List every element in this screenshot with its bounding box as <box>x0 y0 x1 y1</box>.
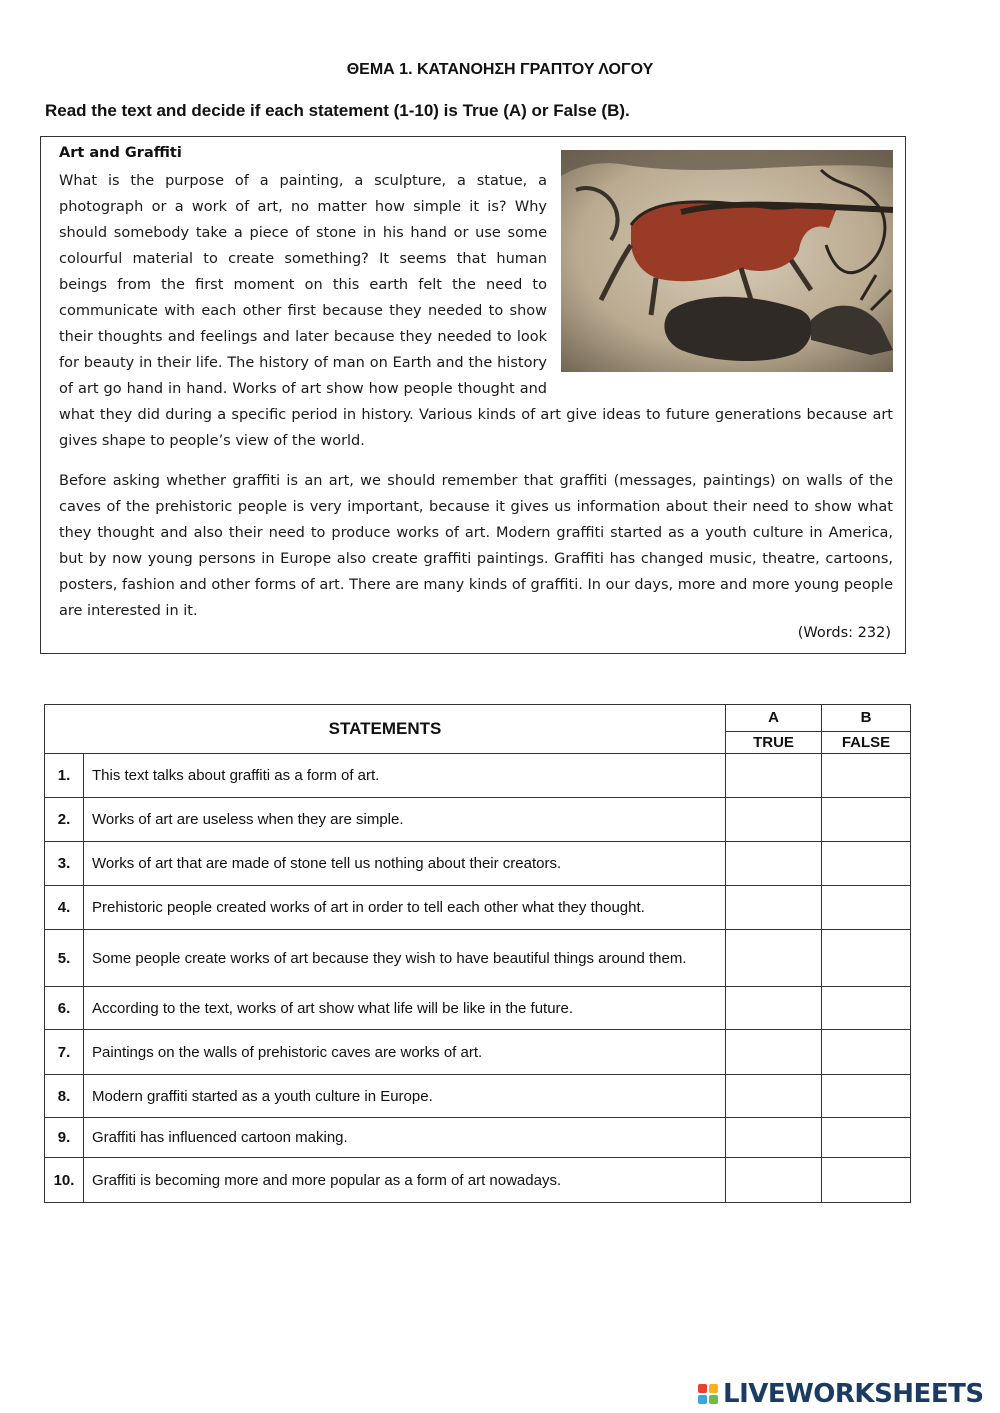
statement-number: 6. <box>45 987 84 1030</box>
column-b-letter: B <box>822 705 911 732</box>
statement-text: Graffiti has influenced cartoon making. <box>84 1118 726 1158</box>
instructions: Read the text and decide if each statement (1-10) is True (A) or False (B). <box>45 101 630 120</box>
answer-true-cell[interactable] <box>726 1075 822 1118</box>
statement-number: 5. <box>45 930 84 987</box>
liveworksheets-logo <box>698 1380 984 1408</box>
table-row <box>45 987 911 1030</box>
statement-text: Some people create works of art because they wish to have beautiful things around them. <box>84 930 726 987</box>
statement-number: 10. <box>45 1158 84 1203</box>
statement-number: 1. <box>45 754 84 798</box>
word-count: (Words: 232) <box>797 625 891 641</box>
answer-true-cell[interactable] <box>726 798 822 842</box>
table-row <box>45 930 911 987</box>
logo-square-green <box>709 1395 718 1404</box>
reading-passage-box <box>40 136 906 654</box>
answer-true-cell[interactable] <box>726 930 822 987</box>
logo-square-yellow <box>709 1384 718 1393</box>
statement-number: 2. <box>45 798 84 842</box>
statement-text: Graffiti is becoming more and more popular as a form of art nowadays. <box>84 1158 726 1203</box>
answer-true-cell[interactable] <box>726 1158 822 1203</box>
answer-false-cell[interactable] <box>822 754 911 798</box>
statement-text: Works of art that are made of stone tell us nothing about their creators. <box>84 842 726 886</box>
answer-false-cell[interactable] <box>822 886 911 930</box>
statement-number: 8. <box>45 1075 84 1118</box>
logo-square-blue <box>698 1395 707 1404</box>
logo-text: LIVEWORKSHEETS <box>723 1379 984 1409</box>
answer-false-cell[interactable] <box>822 1158 911 1203</box>
table-row <box>45 1030 911 1075</box>
table-row <box>45 754 911 798</box>
column-false-label: FALSE <box>822 731 911 753</box>
answer-false-cell[interactable] <box>822 842 911 886</box>
answer-false-cell[interactable] <box>822 1030 911 1075</box>
statement-number: 9. <box>45 1118 84 1158</box>
column-a-letter: A <box>726 705 822 732</box>
liveworksheets-logo-icon <box>698 1384 718 1404</box>
statement-number: 4. <box>45 886 84 930</box>
statements-table <box>44 704 911 1203</box>
answer-false-cell[interactable] <box>822 1075 911 1118</box>
statement-text: Paintings on the walls of prehistoric caves are works of art. <box>84 1030 726 1075</box>
answer-false-cell[interactable] <box>822 930 911 987</box>
passage-paragraph-2: Before asking whether graffiti is an art, we should remember that graffiti (messages, paintings) on walls of the caves of the prehistoric people is very important, because it gives us information about their need to show what they thought and also their need to produce works of art. Modern graffiti started as a youth culture in America, but by now young persons in Europe also create graffiti paintings. Graffiti has changed music, theatre, cartoons, posters, fashion and other forms of art. There are many kinds of graffiti. In our days, more and more young people are interested in it. <box>59 473 893 619</box>
passage-title: Art and Graffiti <box>59 145 182 161</box>
answer-true-cell[interactable] <box>726 886 822 930</box>
answer-true-cell[interactable] <box>726 754 822 798</box>
statement-number: 7. <box>45 1030 84 1075</box>
statement-text: Works of art are useless when they are simple. <box>84 798 726 842</box>
statement-text: This text talks about graffiti as a form of art. <box>84 754 726 798</box>
answer-false-cell[interactable] <box>822 987 911 1030</box>
answer-true-cell[interactable] <box>726 842 822 886</box>
page-title: ΘΕΜΑ 1. ΚΑΤΑΝΟΗΣΗ ΓΡΑΠΤΟΥ ΛΟΓΟΥ <box>346 61 654 78</box>
answer-true-cell[interactable] <box>726 987 822 1030</box>
table-row <box>45 1118 911 1158</box>
statement-text: According to the text, works of art show what life will be like in the future. <box>84 987 726 1030</box>
answer-false-cell[interactable] <box>822 1118 911 1158</box>
table-row <box>45 798 911 842</box>
logo-square-red <box>698 1384 707 1393</box>
table-row <box>45 1075 911 1118</box>
table-row <box>45 842 911 886</box>
passage-paragraph-1 <box>59 168 893 454</box>
statements-header: STATEMENTS <box>45 705 726 754</box>
table-row <box>45 886 911 930</box>
statement-text: Modern graffiti started as a youth culture in Europe. <box>84 1075 726 1118</box>
statement-text: Prehistoric people created works of art in order to tell each other what they thought. <box>84 886 726 930</box>
table-row <box>45 1158 911 1203</box>
answer-true-cell[interactable] <box>726 1030 822 1075</box>
column-true-label: TRUE <box>726 731 822 753</box>
answer-true-cell[interactable] <box>726 1118 822 1158</box>
paragraph-1-text: What is the purpose of a painting, a sculpture, a statue, a photograph or a work of art, no matter how simple it is? Why should somebody take a piece of stone in his hand or use some colourful material to create something? It seems that human beings from the first moment on this earth felt the need to communicate with each other first because they needed to show their thoughts and feelings and later because they needed to look for beauty in their life. The history of man on Earth and the history of art go hand in hand. Works of art show how people thought and what they did during a specific period in history. Various kinds of art give ideas to future generations because art gives shape to people’s view of the world. <box>59 173 893 449</box>
answer-false-cell[interactable] <box>822 798 911 842</box>
cave-painting-image <box>561 150 893 372</box>
statement-number: 3. <box>45 842 84 886</box>
